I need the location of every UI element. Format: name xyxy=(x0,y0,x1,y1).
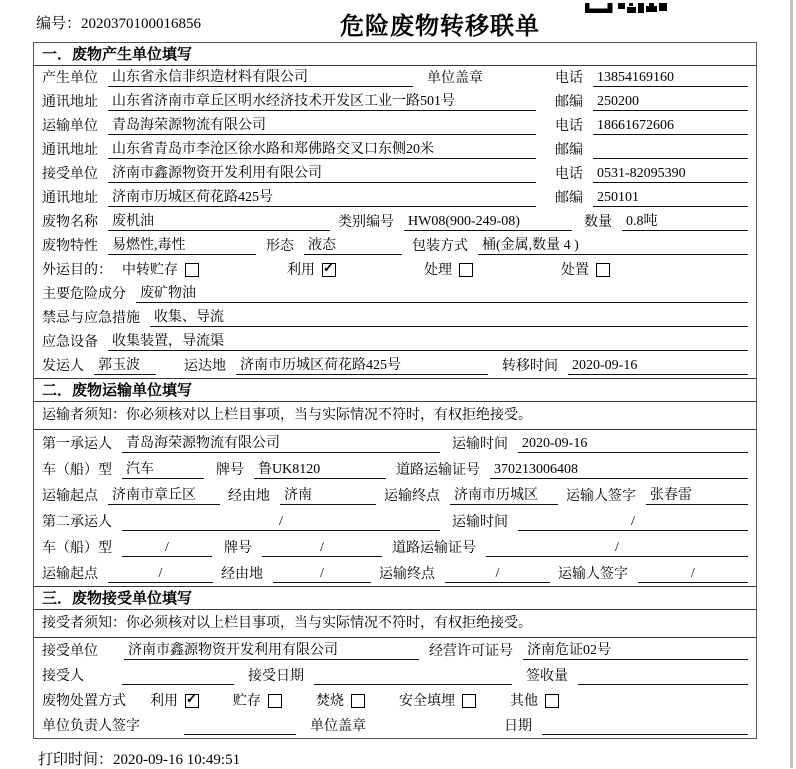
print-time-label: 打印时间： xyxy=(38,752,114,768)
field-value: / xyxy=(273,565,371,584)
field-label: 车（船）型 xyxy=(42,462,112,478)
field-label: 应急设备 xyxy=(42,334,98,350)
field-value: / xyxy=(486,539,748,558)
field-label: 接受人 xyxy=(42,668,84,684)
field-label: 第一承运人 xyxy=(42,436,112,452)
checkbox-label: 处理 xyxy=(424,262,452,278)
field-label: 单位盖章 xyxy=(427,70,483,86)
form-row xyxy=(34,114,756,138)
field-value: 液态 xyxy=(304,237,402,256)
field-label: 运输时间 xyxy=(452,436,508,452)
field-label: 运输人签字 xyxy=(566,488,636,504)
field-value: 山东省济南市章丘区明水经济技术开发区工业一路501号 xyxy=(108,93,536,112)
form-row xyxy=(34,210,756,234)
field-label: 经由地 xyxy=(221,566,263,582)
field-label: 签收量 xyxy=(526,668,568,684)
print-time-value: 2020-09-16 10:49:51 xyxy=(113,752,241,768)
field-label: 运输单位 xyxy=(42,118,98,134)
form-row xyxy=(34,282,756,306)
field-value: 2020-09-16 xyxy=(568,357,748,376)
field-label: 类别编号 xyxy=(338,214,394,230)
form-table xyxy=(33,42,757,739)
field-value xyxy=(578,668,748,685)
field-label: 第二承运人 xyxy=(42,514,112,530)
field-value: / xyxy=(445,565,550,584)
field-label: 车（船）型 xyxy=(42,540,112,556)
field-label: 日期 xyxy=(504,718,532,734)
checkbox-label: 利用 xyxy=(287,262,315,278)
form-row xyxy=(34,162,756,186)
form-row xyxy=(34,138,756,162)
field-label: 废物处置方式 xyxy=(42,693,126,709)
field-value: 济南危证02号 xyxy=(523,642,748,661)
field-label: 道路运输证号 xyxy=(392,540,476,556)
form-row xyxy=(34,482,756,508)
form-row xyxy=(34,354,756,378)
field-label: 运输人签字 xyxy=(558,566,628,582)
checkbox-label: 贮存 xyxy=(233,693,261,709)
form-row xyxy=(34,638,756,663)
field-value: 山东省青岛市李沧区徐水路和郑佛路交叉口东侧20米 xyxy=(108,141,536,160)
field-value: / xyxy=(122,539,212,558)
field-label: 邮编 xyxy=(555,190,583,206)
field-label: 运输起点 xyxy=(42,488,98,504)
checkbox-icon xyxy=(462,694,476,708)
field-label: 形态 xyxy=(266,238,294,254)
field-value: 济南市历城区荷花路425号 xyxy=(236,357,488,376)
field-value xyxy=(122,668,234,685)
field-label: 发运人 xyxy=(42,358,84,374)
field-value: / xyxy=(122,513,440,532)
field-label: 接受日期 xyxy=(248,668,304,684)
field-label: 经营许可证号 xyxy=(429,643,513,659)
field-value: 2020-09-16 xyxy=(518,435,748,454)
field-label: 通讯地址 xyxy=(42,142,98,158)
scrollbar-track xyxy=(790,0,793,768)
serial-label: 编号： xyxy=(36,16,82,32)
field-label: 牌号 xyxy=(216,462,244,478)
serial-number: 2020370100016856 xyxy=(81,16,202,32)
checkbox-label: 安全填埋 xyxy=(399,693,455,709)
section-note: 接受者须知：你必须核对以上栏目事项，当与实际情况不符时，有权拒绝接受。 xyxy=(34,610,756,638)
form-row xyxy=(34,560,756,586)
field-label: 产生单位 xyxy=(42,70,98,86)
field-value: 18661672606 xyxy=(593,117,748,136)
form-row xyxy=(34,534,756,560)
field-label: 废物名称 xyxy=(42,214,98,230)
qr-code-icon xyxy=(585,0,669,18)
checkbox-field xyxy=(316,693,365,711)
field-value: 济南市历城区荷花路425号 xyxy=(108,189,536,208)
section-header: 二．废物运输单位填写 xyxy=(34,378,756,402)
checkbox-field xyxy=(122,262,199,280)
field-label: 废物特性 xyxy=(42,238,98,254)
field-label: 经由地 xyxy=(228,488,270,504)
field-label: 电话 xyxy=(555,118,583,134)
form-row xyxy=(34,456,756,482)
checkbox-field xyxy=(561,262,610,280)
field-value: 鲁UK8120 xyxy=(254,461,386,480)
field-label: 电话 xyxy=(555,70,583,86)
field-value: / xyxy=(108,565,213,584)
field-value: 郭玉波 xyxy=(94,357,156,376)
field-label: 转移时间 xyxy=(502,358,558,374)
form-row xyxy=(34,306,756,330)
field-label: 运输终点 xyxy=(384,488,440,504)
section-header: 一．废物产生单位填写 xyxy=(34,43,756,66)
form-row xyxy=(34,186,756,210)
checkbox-icon xyxy=(268,694,282,708)
form-section xyxy=(34,378,756,586)
field-value: 山东省永信非织造材料有限公司 xyxy=(108,69,413,88)
field-label: 运达地 xyxy=(184,358,226,374)
form-row xyxy=(34,688,756,713)
form-row xyxy=(34,663,756,688)
checkbox-label: 利用 xyxy=(150,693,178,709)
field-value: HW08(900-249-08) xyxy=(404,213,572,232)
field-label: 接受单位 xyxy=(42,166,98,182)
field-label: 通讯地址 xyxy=(42,190,98,206)
field-label: 牌号 xyxy=(224,540,252,556)
field-value: / xyxy=(262,539,382,558)
form-row xyxy=(34,713,756,738)
checkbox-label: 中转贮存 xyxy=(122,262,178,278)
field-label: 运输终点 xyxy=(379,566,435,582)
field-label: 电话 xyxy=(555,166,583,182)
checkbox-field xyxy=(424,262,473,280)
field-value: 13854169160 xyxy=(593,69,748,88)
field-value: 汽车 xyxy=(122,461,204,480)
checkbox-field xyxy=(233,693,282,711)
form-row xyxy=(34,90,756,114)
checkbox-field xyxy=(150,693,199,711)
field-value: 济南 xyxy=(280,487,376,506)
checkbox-icon xyxy=(596,263,610,277)
section-header: 三．废物接受单位填写 xyxy=(34,586,756,610)
field-label: 禁忌与应急措施 xyxy=(42,310,140,326)
field-value: 收集装置，导流渠 xyxy=(108,333,748,352)
checkbox-icon xyxy=(351,694,365,708)
field-value: 370213006408 xyxy=(490,461,748,480)
field-label: 单位负责人签字 xyxy=(42,718,140,734)
field-value: 0531-82095390 xyxy=(593,165,748,184)
field-label: 道路运输证号 xyxy=(396,462,480,478)
form-row xyxy=(34,430,756,456)
field-label: 通讯地址 xyxy=(42,94,98,110)
field-value: 易燃性,毒性 xyxy=(108,237,256,256)
checkbox-icon xyxy=(185,263,199,277)
form-row xyxy=(34,66,756,90)
field-value: 桶(金属,数量 4 ) xyxy=(478,237,748,256)
checkbox-field xyxy=(287,262,336,280)
form-section xyxy=(34,586,756,738)
field-value: 0.8吨 xyxy=(622,213,748,232)
field-value xyxy=(184,718,296,735)
field-label: 外运目的： xyxy=(42,262,112,278)
checkbox-checked-icon xyxy=(322,263,336,277)
form-row xyxy=(34,508,756,534)
field-label: 数量 xyxy=(584,214,612,230)
checkbox-icon xyxy=(459,263,473,277)
form-row xyxy=(34,234,756,258)
field-value: 250101 xyxy=(593,189,748,208)
field-value: 青岛海荣源物流有限公司 xyxy=(108,117,536,136)
field-value: / xyxy=(518,513,748,532)
checkbox-field xyxy=(399,693,476,711)
page-title: 危险废物转移联单 xyxy=(340,13,540,40)
checkbox-label: 焚烧 xyxy=(316,693,344,709)
field-value xyxy=(542,718,748,735)
field-value xyxy=(593,142,748,159)
field-label: 单位盖章 xyxy=(310,718,366,734)
field-label: 包装方式 xyxy=(412,238,468,254)
form-row xyxy=(34,330,756,354)
field-value: 废矿物油 xyxy=(136,285,748,304)
checkbox-label: 处置 xyxy=(561,262,589,278)
field-label: 邮编 xyxy=(555,142,583,158)
form-section xyxy=(34,43,756,378)
checkbox-label: 其他 xyxy=(510,693,538,709)
form-row xyxy=(34,258,756,282)
field-value: 济南市章丘区 xyxy=(108,487,220,506)
field-value: 250200 xyxy=(593,93,748,112)
checkbox-icon xyxy=(545,694,559,708)
field-value: / xyxy=(638,565,748,584)
field-value: 青岛海荣源物流有限公司 xyxy=(122,435,440,454)
field-value: 济南市历城区 xyxy=(450,487,558,506)
field-value: 张春雷 xyxy=(646,487,748,506)
field-label: 接受单位 xyxy=(42,643,98,659)
field-label: 邮编 xyxy=(555,94,583,110)
checkbox-checked-icon xyxy=(185,694,199,708)
print-time xyxy=(38,748,240,769)
field-value xyxy=(314,668,512,685)
field-value: 废机油 xyxy=(108,213,330,232)
checkbox-field xyxy=(510,693,559,711)
field-value: 济南市鑫源物资开发利用有限公司 xyxy=(124,642,419,661)
field-label: 主要危险成分 xyxy=(42,286,126,302)
field-value: 收集、导流 xyxy=(150,309,748,328)
field-label: 运输起点 xyxy=(42,566,98,582)
field-label: 运输时间 xyxy=(452,514,508,530)
field-value: 济南市鑫源物资开发利用有限公司 xyxy=(108,165,536,184)
section-note: 运输者须知：你必须核对以上栏目事项，当与实际情况不符时，有权拒绝接受。 xyxy=(34,402,756,430)
